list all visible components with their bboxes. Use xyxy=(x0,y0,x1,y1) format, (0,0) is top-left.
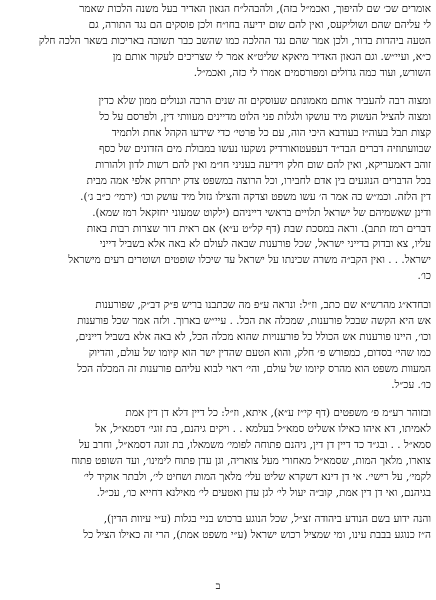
text-line: השורש, ועוד כמה גדולים ומפורסמים אמרו לי כזה, ואכמ״ל. xyxy=(193,66,431,79)
text-line: ה״ז כנוגע בבבת עינו, ומי שמציל רכוש ישראל (ע״י משפט אמת), הרי זה כאילו הציל כל xyxy=(83,528,431,541)
paragraph-gap xyxy=(8,502,431,512)
text-line: וכו׳, היינו פורענות אש הכולל כל פורענויות שהוא מכלה הכל, לא באה אלא בשביל דיינים, xyxy=(75,330,431,343)
text-line: ודינן שאשמיהם של ישראל תלויים בראשי דייניהם (ילקוט שמעוני יחזקאל רמז שמא). xyxy=(92,206,431,219)
text-line: הטעה ביהדות בדור, ולכן אמר שהם נגד ההלכה כמו שהשב כבר תשובה באריכות בשאר הלכה חלק xyxy=(38,34,431,47)
text-line: ומצוה רבה להעביר אותם מאמונתם שעוסקים זה שנים הרבה וגנולים ממון שלא כדין xyxy=(98,95,431,108)
paragraph-gap xyxy=(8,285,431,298)
text-line: המעוות משפט הוא מהרס קיומו של עולם, והי׳ ראוי לבוא עליהם פורענות זה המכלה הכל xyxy=(77,362,431,375)
text-line: קצות תבל בעוה״ז בעודבא היכי הוה, עם כל פרטי׳ כדי שידעו הקהל אחת ולתמיד xyxy=(111,127,431,140)
text-line: דין הלזה. וכמ״ש כה אמר ה׳ עשו משפט וצדקה והצילו גזול מיד עושק וכו׳ (ירמי׳ כ״ב ג׳). xyxy=(80,190,431,203)
text-line: ומצוה להציל העשוק מיד עושקו ולגלות פני הלוט מדיינים מעוותי דין, ולפרסם על כל xyxy=(99,111,431,124)
paragraph-3 xyxy=(8,298,431,393)
text-line: אש היא הקשה שבכל פורענות, שמכלה את הכל. . עיי״ש בארוך. ולזה אמר שכל פורענות xyxy=(77,315,431,328)
text-line: סמא״ל . . ובג״ד כד דיין דן דין, גיהנם פתוחה לפומי׳ משמאלו, בת זוגה דסמא״ל, וחרב על xyxy=(78,439,431,452)
text-line: כו׳. עכ״ל. xyxy=(391,378,431,391)
text-line: כ״א, ועיי״ש. וגם הגאון האדיר מיאקא שליט״א אמר לי שצריכים לעקור אותם מן xyxy=(112,50,431,63)
text-line: ישראל. . . ואין הקב״ה משרה שכינתו על ישראל עד שיכלו שופטים ושוטרים רעים מישראל xyxy=(68,254,431,267)
text-line: ובזוהר רע״מ פ׳ משפטים (דף קי״ז ע״א), איתא, וז״ל: כל דיין דלא דן דין אמת xyxy=(125,407,431,420)
text-line: לאמיתו, דא איהו כאילו אשליט סמא״ל בעלמא . . ויקים גיהנם, בת זוגי׳ דסמא״ל, אל xyxy=(95,423,431,436)
text-line: ובחדא״ג מהרש״א שם כתב, וז״ל: ונראה ע״פ מה שכתבנו בריש פ״ק דב״ק, שפורענות xyxy=(95,299,431,312)
paragraph-5 xyxy=(8,512,431,544)
text-line: לקמי׳, על רישי׳. אי דן דינא דשקרא שליט עלי׳ מלאך המות ושחיט לי׳, ולבתר אוקיד לי׳ xyxy=(83,471,431,484)
text-line: כמו שהי׳ בסדום, כמפורש פ׳ חלק, והוא הטעם שהדין ישר הוא קיומו של עולם, והדיוק xyxy=(88,346,431,359)
text-line: עליו, צא ובדוק בדייני ישראל, שכל פורענות שבאה לעולם לא באה אלא בשביל דייני xyxy=(99,238,431,251)
text-line: דברים רמז תתב). וראה במסכת שבת (דף קל״ט ע״א) אם ראית דור שצרות רבות באות xyxy=(86,222,431,235)
text-line: זוהב דאמעריקא, ואין להם שום חלק וידיעה בעניני חו״מ ואין להם רשות לדון ולהורות xyxy=(95,159,431,172)
text-line: כו׳. xyxy=(417,270,431,283)
paragraph-gap xyxy=(8,81,431,94)
text-line: צוארו, מלאך המות, שסמא״ל מאחורי מעל צואריה, וגן עדן פתוח לימינו׳, ועד השופט פתוח xyxy=(71,455,431,468)
paragraph-4 xyxy=(8,406,431,501)
paragraph-gap xyxy=(8,393,431,406)
text-line: אומרים שכ׳ שם להיפוך, ואכמ״ל בזה), ולהבהל״ח הגאון האדיר בעל משנה הלכות שאמר xyxy=(79,3,431,15)
text-line: שבוועתוזיה דברים הבד״ד דעפעטואורדיק נשקעו נעשו במבולת מים הזדונים של כסף xyxy=(98,143,431,156)
paragraph-1 xyxy=(8,2,431,81)
text-line: והנה ידוע בשם הנודע ביהודה זצ״ל, שכל הנוגע ברכוש בניי בגלות (ע״י עיוות הדין), xyxy=(103,512,431,525)
paragraph-2 xyxy=(8,94,431,285)
text-line: לי עליהם שהם ושוליקעס, ואין להם שום ידיעה בחו״ח ולכן פוסקים הם נגד התורה, גם xyxy=(88,18,431,31)
text-line: בגיהנם, ואי דן דין אמת, קוב״ה יעול לי׳ לגן עדן ואטעים לי׳ מאילנא דחייא כו׳, עכ״ל. xyxy=(96,486,431,499)
page-number: ב xyxy=(215,581,221,592)
text-line: בכל הדברים הנוגעים בין אדם לחבירו, וכל הרוצה במשפט צדק יתרחק אלפי אמה מבית xyxy=(86,174,431,187)
